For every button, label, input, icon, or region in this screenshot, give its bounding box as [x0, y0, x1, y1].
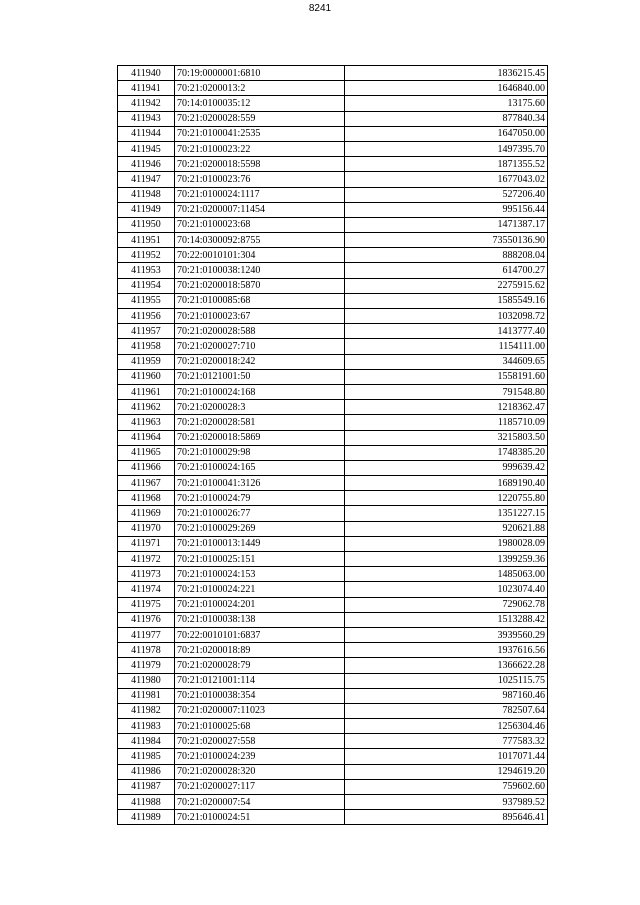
row-number-cell: 411946 — [118, 157, 175, 172]
row-number-cell: 411972 — [118, 552, 175, 567]
cadastral-number-cell: 70:21:0200007:11454 — [175, 202, 345, 217]
cadastral-number-cell: 70:21:0100024:1117 — [175, 187, 345, 202]
cadastral-number-cell: 70:21:0200028:320 — [175, 764, 345, 779]
table-row — [118, 658, 548, 673]
table-row — [118, 400, 548, 415]
table-row — [118, 384, 548, 399]
table-row — [118, 172, 548, 187]
table-row — [118, 673, 548, 688]
cadastral-value-cell: 1871355.52 — [345, 157, 548, 172]
table-row — [118, 217, 548, 232]
row-number-cell: 411966 — [118, 460, 175, 475]
table-row — [118, 111, 548, 126]
cadastral-value-cell: 1185710.09 — [345, 415, 548, 430]
row-number-cell: 411978 — [118, 643, 175, 658]
registry-table — [117, 65, 548, 825]
cadastral-number-cell: 70:21:0200028:588 — [175, 324, 345, 339]
cadastral-number-cell: 70:21:0200007:54 — [175, 795, 345, 810]
cadastral-value-cell: 1366622.28 — [345, 658, 548, 673]
cadastral-number-cell: 70:22:0010101:304 — [175, 248, 345, 263]
cadastral-number-cell: 70:19:0000001:6810 — [175, 66, 345, 81]
cadastral-value-cell: 995156.44 — [345, 202, 548, 217]
cadastral-number-cell: 70:21:0200018:5869 — [175, 430, 345, 445]
row-number-cell: 411959 — [118, 354, 175, 369]
cadastral-value-cell: 877840.34 — [345, 111, 548, 126]
cadastral-value-cell: 614700.27 — [345, 263, 548, 278]
cadastral-number-cell: 70:22:0010101:6837 — [175, 627, 345, 642]
cadastral-number-cell: 70:21:0200027:117 — [175, 779, 345, 794]
cadastral-value-cell: 1025115.75 — [345, 673, 548, 688]
cadastral-number-cell: 70:21:0100023:22 — [175, 141, 345, 156]
row-number-cell: 411986 — [118, 764, 175, 779]
cadastral-number-cell: 70:21:0100023:67 — [175, 309, 345, 324]
cadastral-number-cell: 70:21:0100023:76 — [175, 172, 345, 187]
cadastral-number-cell: 70:21:0100025:68 — [175, 719, 345, 734]
table-row — [118, 567, 548, 582]
row-number-cell: 411962 — [118, 400, 175, 415]
table-row — [118, 749, 548, 764]
table-row — [118, 627, 548, 642]
cadastral-value-cell: 344609.65 — [345, 354, 548, 369]
cadastral-value-cell: 527206.40 — [345, 187, 548, 202]
cadastral-value-cell: 920621.88 — [345, 521, 548, 536]
cadastral-number-cell: 70:21:0100013:1449 — [175, 536, 345, 551]
row-number-cell: 411943 — [118, 111, 175, 126]
row-number-cell: 411956 — [118, 309, 175, 324]
cadastral-value-cell: 1980028.09 — [345, 536, 548, 551]
cadastral-value-cell: 73550136.90 — [345, 233, 548, 248]
row-number-cell: 411950 — [118, 217, 175, 232]
cadastral-value-cell: 937989.52 — [345, 795, 548, 810]
row-number-cell: 411965 — [118, 445, 175, 460]
table-row — [118, 233, 548, 248]
cadastral-number-cell: 70:14:0300092:8755 — [175, 233, 345, 248]
cadastral-value-cell: 3939560.29 — [345, 627, 548, 642]
table-row — [118, 278, 548, 293]
row-number-cell: 411979 — [118, 658, 175, 673]
table-row — [118, 582, 548, 597]
page-number: 8241 — [308, 3, 332, 14]
row-number-cell: 411961 — [118, 384, 175, 399]
table-row — [118, 81, 548, 96]
cadastral-value-cell: 1399259.36 — [345, 552, 548, 567]
cadastral-value-cell: 1351227.15 — [345, 506, 548, 521]
row-number-cell: 411981 — [118, 688, 175, 703]
cadastral-number-cell: 70:21:0100024:239 — [175, 749, 345, 764]
cadastral-value-cell: 1032098.72 — [345, 309, 548, 324]
cadastral-number-cell: 70:21:0100024:168 — [175, 384, 345, 399]
cadastral-value-cell: 729062.78 — [345, 597, 548, 612]
cadastral-value-cell: 1497395.70 — [345, 141, 548, 156]
cadastral-value-cell: 1471387.17 — [345, 217, 548, 232]
table-row — [118, 460, 548, 475]
cadastral-value-cell: 1017071.44 — [345, 749, 548, 764]
cadastral-value-cell: 777583.32 — [345, 734, 548, 749]
table-row — [118, 536, 548, 551]
cadastral-value-cell: 2275915.62 — [345, 278, 548, 293]
row-number-cell: 411958 — [118, 339, 175, 354]
table-row — [118, 506, 548, 521]
cadastral-number-cell: 70:21:0100085:68 — [175, 293, 345, 308]
cadastral-number-cell: 70:21:0100024:79 — [175, 491, 345, 506]
cadastral-number-cell: 70:21:0200027:558 — [175, 734, 345, 749]
table-row — [118, 309, 548, 324]
row-number-cell: 411941 — [118, 81, 175, 96]
cadastral-number-cell: 70:21:0200018:5598 — [175, 157, 345, 172]
row-number-cell: 411973 — [118, 567, 175, 582]
cadastral-number-cell: 70:21:0200027:710 — [175, 339, 345, 354]
cadastral-number-cell: 70:21:0100038:1240 — [175, 263, 345, 278]
cadastral-number-cell: 70:14:0100035:12 — [175, 96, 345, 111]
cadastral-value-cell: 1023074.40 — [345, 582, 548, 597]
cadastral-number-cell: 70:21:0200018:242 — [175, 354, 345, 369]
cadastral-number-cell: 70:21:0200018:89 — [175, 643, 345, 658]
row-number-cell: 411989 — [118, 810, 175, 825]
cadastral-number-cell: 70:21:0100038:354 — [175, 688, 345, 703]
table-row — [118, 430, 548, 445]
row-number-cell: 411975 — [118, 597, 175, 612]
cadastral-value-cell: 1748385.20 — [345, 445, 548, 460]
cadastral-value-cell: 1647050.00 — [345, 126, 548, 141]
cadastral-number-cell: 70:21:0200007:11023 — [175, 703, 345, 718]
cadastral-value-cell: 999639.42 — [345, 460, 548, 475]
table-row — [118, 810, 548, 825]
cadastral-value-cell: 13175.60 — [345, 96, 548, 111]
row-number-cell: 411968 — [118, 491, 175, 506]
cadastral-value-cell: 1256304.46 — [345, 719, 548, 734]
cadastral-value-cell: 1154111.00 — [345, 339, 548, 354]
row-number-cell: 411967 — [118, 476, 175, 491]
row-number-cell: 411957 — [118, 324, 175, 339]
cadastral-value-cell: 1413777.40 — [345, 324, 548, 339]
cadastral-value-cell: 1689190.40 — [345, 476, 548, 491]
registry-table-body — [118, 66, 548, 825]
table-row — [118, 369, 548, 384]
table-row — [118, 597, 548, 612]
cadastral-number-cell: 70:21:0100023:68 — [175, 217, 345, 232]
table-row — [118, 324, 548, 339]
row-number-cell: 411964 — [118, 430, 175, 445]
row-number-cell: 411970 — [118, 521, 175, 536]
cadastral-number-cell: 70:21:0100029:98 — [175, 445, 345, 460]
row-number-cell: 411974 — [118, 582, 175, 597]
cadastral-number-cell: 70:21:0100025:151 — [175, 552, 345, 567]
cadastral-value-cell: 1485063.00 — [345, 567, 548, 582]
cadastral-value-cell: 895646.41 — [345, 810, 548, 825]
row-number-cell: 411955 — [118, 293, 175, 308]
cadastral-value-cell: 791548.80 — [345, 384, 548, 399]
table-row — [118, 795, 548, 810]
cadastral-value-cell: 987160.46 — [345, 688, 548, 703]
cadastral-value-cell: 1513288.42 — [345, 612, 548, 627]
cadastral-value-cell: 1220755.80 — [345, 491, 548, 506]
cadastral-value-cell: 759602.60 — [345, 779, 548, 794]
cadastral-number-cell: 70:21:0121001:50 — [175, 369, 345, 384]
row-number-cell: 411980 — [118, 673, 175, 688]
cadastral-value-cell: 782507.64 — [345, 703, 548, 718]
table-row — [118, 141, 548, 156]
table-row — [118, 248, 548, 263]
cadastral-value-cell: 1937616.56 — [345, 643, 548, 658]
cadastral-value-cell: 1836215.45 — [345, 66, 548, 81]
table-row — [118, 779, 548, 794]
cadastral-number-cell: 70:21:0200028:79 — [175, 658, 345, 673]
table-row — [118, 263, 548, 278]
table-row — [118, 66, 548, 81]
row-number-cell: 411944 — [118, 126, 175, 141]
row-number-cell: 411952 — [118, 248, 175, 263]
cadastral-number-cell: 70:21:0100024:165 — [175, 460, 345, 475]
cadastral-number-cell: 70:21:0100041:2535 — [175, 126, 345, 141]
cadastral-number-cell: 70:21:0200013:2 — [175, 81, 345, 96]
row-number-cell: 411987 — [118, 779, 175, 794]
row-number-cell: 411988 — [118, 795, 175, 810]
table-row — [118, 476, 548, 491]
row-number-cell: 411949 — [118, 202, 175, 217]
row-number-cell: 411940 — [118, 66, 175, 81]
cadastral-value-cell: 888208.04 — [345, 248, 548, 263]
row-number-cell: 411960 — [118, 369, 175, 384]
cadastral-value-cell: 1585549.16 — [345, 293, 548, 308]
cadastral-value-cell: 3215803.50 — [345, 430, 548, 445]
row-number-cell: 411942 — [118, 96, 175, 111]
table-row — [118, 415, 548, 430]
row-number-cell: 411971 — [118, 536, 175, 551]
row-number-cell: 411976 — [118, 612, 175, 627]
cadastral-number-cell: 70:21:0200028:3 — [175, 400, 345, 415]
table-row — [118, 703, 548, 718]
row-number-cell: 411948 — [118, 187, 175, 202]
row-number-cell: 411963 — [118, 415, 175, 430]
cadastral-value-cell: 1558191.60 — [345, 369, 548, 384]
row-number-cell: 411945 — [118, 141, 175, 156]
row-number-cell: 411982 — [118, 703, 175, 718]
cadastral-number-cell: 70:21:0100026:77 — [175, 506, 345, 521]
row-number-cell: 411977 — [118, 627, 175, 642]
cadastral-value-cell: 1646840.00 — [345, 81, 548, 96]
table-row — [118, 96, 548, 111]
row-number-cell: 411983 — [118, 719, 175, 734]
cadastral-value-cell: 1218362.47 — [345, 400, 548, 415]
table-row — [118, 612, 548, 627]
cadastral-number-cell: 70:21:0200028:581 — [175, 415, 345, 430]
table-row — [118, 354, 548, 369]
cadastral-value-cell: 1677043.02 — [345, 172, 548, 187]
cadastral-number-cell: 70:21:0100024:221 — [175, 582, 345, 597]
row-number-cell: 411951 — [118, 233, 175, 248]
row-number-cell: 411984 — [118, 734, 175, 749]
table-row — [118, 491, 548, 506]
table-row — [118, 202, 548, 217]
cadastral-number-cell: 70:21:0100029:269 — [175, 521, 345, 536]
row-number-cell: 411954 — [118, 278, 175, 293]
cadastral-number-cell: 70:21:0100038:138 — [175, 612, 345, 627]
table-row — [118, 764, 548, 779]
table-row — [118, 339, 548, 354]
table-row — [118, 126, 548, 141]
table-row — [118, 643, 548, 658]
cadastral-number-cell: 70:21:0100041:3126 — [175, 476, 345, 491]
cadastral-value-cell: 1294619.20 — [345, 764, 548, 779]
row-number-cell: 411985 — [118, 749, 175, 764]
table-row — [118, 521, 548, 536]
cadastral-number-cell: 70:21:0100024:51 — [175, 810, 345, 825]
cadastral-number-cell: 70:21:0100024:153 — [175, 567, 345, 582]
row-number-cell: 411947 — [118, 172, 175, 187]
table-row — [118, 552, 548, 567]
table-row — [118, 157, 548, 172]
row-number-cell: 411953 — [118, 263, 175, 278]
table-row — [118, 187, 548, 202]
cadastral-number-cell: 70:21:0100024:201 — [175, 597, 345, 612]
table-row — [118, 293, 548, 308]
cadastral-number-cell: 70:21:0200018:5870 — [175, 278, 345, 293]
table-row — [118, 445, 548, 460]
table-row — [118, 734, 548, 749]
table-row — [118, 688, 548, 703]
cadastral-number-cell: 70:21:0200028:559 — [175, 111, 345, 126]
table-row — [118, 719, 548, 734]
cadastral-number-cell: 70:21:0121001:114 — [175, 673, 345, 688]
row-number-cell: 411969 — [118, 506, 175, 521]
